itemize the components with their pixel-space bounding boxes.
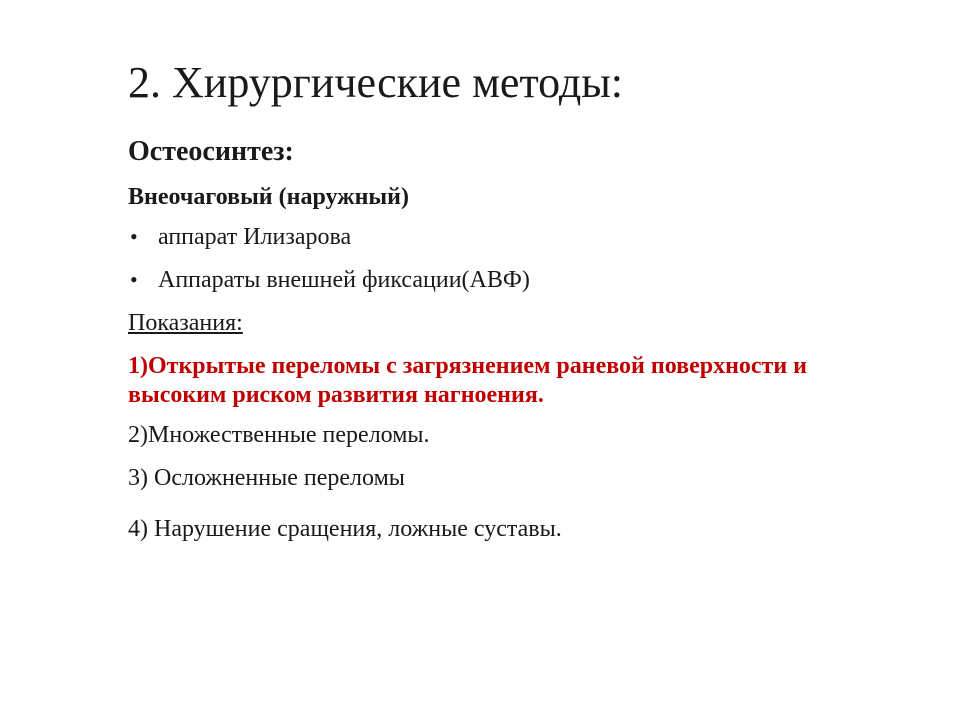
indication-item-highlighted: 1)Открытые переломы с загрязнением раневой поверхности и высоким риском развития нагноения. <box>128 352 807 408</box>
bullet-dot-icon: • <box>130 224 138 250</box>
bullet-dot-icon: • <box>130 267 138 293</box>
section-label: Внеочаговый (наружный) <box>128 183 409 210</box>
slide-content <box>128 135 868 558</box>
slide-title: 2. Хирургические методы: <box>128 58 623 107</box>
indication-item: 2)Множественные переломы. <box>128 422 430 449</box>
indication-item: 3) Осложненные переломы <box>128 465 405 492</box>
bullet-text: Аппараты внешней фиксации(АВФ) <box>158 267 530 294</box>
bullet-item <box>128 223 868 252</box>
bullet-list <box>128 223 868 295</box>
bullet-item <box>128 266 868 295</box>
bullet-text: аппарат Илизарова <box>158 224 352 251</box>
indication-item: 4) Нарушение сращения, ложные суставы. <box>128 515 562 542</box>
subheading: Остеосинтез: <box>128 136 294 167</box>
indications-label: Показания: <box>128 309 243 336</box>
